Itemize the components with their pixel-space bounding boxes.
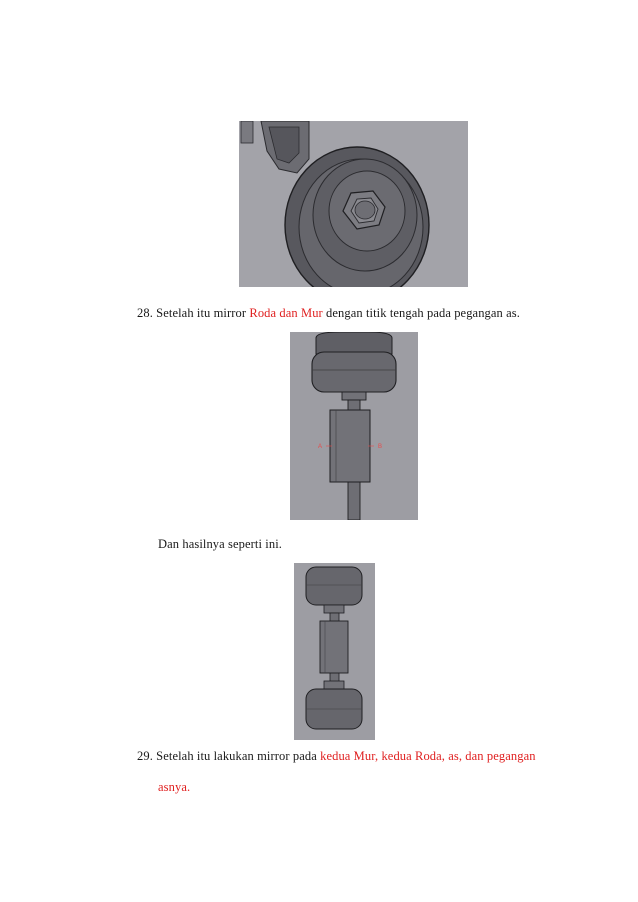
step-29-highlight-1: kedua Mur, kedua Roda, as, dan pegangan [320, 749, 536, 763]
figure-mirror-result [294, 563, 375, 740]
figure-mirror-setup [290, 332, 418, 520]
step-29-number: 29. [137, 749, 153, 763]
step-29-text-before: Setelah itu lakukan mirror pada [156, 749, 317, 763]
wheel-closeup-drawing [239, 121, 468, 287]
step-28-text-after: dengan titik tengah pada pegangan as. [326, 306, 520, 320]
result-caption: Dan hasilnya seperti ini. [158, 537, 282, 551]
figure-wheel-closeup [239, 121, 468, 287]
step-28-highlight: Roda dan Mur [249, 306, 323, 320]
step-29-line-1 [137, 749, 536, 764]
point-b-label: B [378, 444, 383, 450]
step-28-number: 28. [137, 306, 153, 320]
mirror-result-drawing [294, 563, 375, 740]
point-a-label: A [318, 444, 323, 450]
step-29-line-2: asnya. [158, 780, 191, 794]
step-28-text-before: Setelah itu mirror [156, 306, 247, 320]
mirror-setup-drawing [290, 332, 418, 520]
step-28-paragraph [137, 306, 520, 321]
